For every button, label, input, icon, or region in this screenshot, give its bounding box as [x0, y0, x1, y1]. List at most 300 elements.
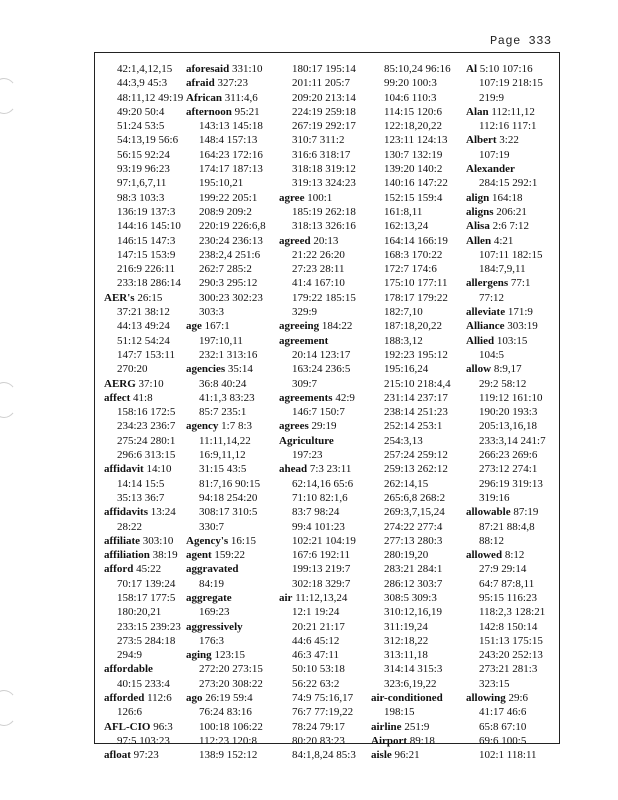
- index-references: 267:19 292:17: [292, 120, 356, 133]
- index-references: 38:19: [149, 549, 178, 562]
- index-entry: [466, 591, 546, 605]
- index-entry: [371, 520, 451, 534]
- index-term: ago: [186, 692, 203, 705]
- index-entry: [466, 148, 546, 162]
- index-references: 119:12 161:10: [479, 391, 543, 404]
- index-entry: [186, 276, 266, 290]
- index-entry: [104, 534, 183, 548]
- index-entry: [371, 562, 451, 576]
- index-references: 243:20 252:13: [479, 649, 543, 662]
- index-references: 102:21 104:19: [292, 534, 356, 547]
- index-entry: [279, 577, 356, 591]
- index-references: 262:7 285:2: [199, 263, 252, 276]
- index-entry: [466, 691, 546, 705]
- index-term: aggressively: [186, 620, 243, 633]
- index-entry: [104, 591, 183, 605]
- index-entry: [279, 734, 356, 748]
- index-entry: [186, 548, 266, 562]
- index-entry: [186, 577, 266, 591]
- index-references: 100:18 106:22: [199, 720, 263, 733]
- index-references: 84:19: [199, 577, 225, 590]
- index-references: 147:15 153:9: [117, 248, 176, 261]
- index-references: 94:18 254:20: [199, 491, 258, 504]
- index-references: 219:9: [479, 91, 505, 104]
- index-references: 280:19,20: [384, 549, 429, 562]
- index-term: allowed: [466, 549, 503, 562]
- index-entry: [279, 562, 356, 576]
- index-references: 62:14,16 65:6: [292, 477, 354, 490]
- index-entry: [466, 176, 546, 190]
- index-entry: [371, 334, 451, 348]
- index-references: 16:15: [228, 534, 256, 547]
- index-references: 35:14: [225, 363, 253, 376]
- index-entry: [466, 262, 546, 276]
- index-references: 97:23: [130, 749, 159, 762]
- index-references: 88:12: [479, 534, 505, 547]
- index-references: 13:24: [148, 506, 176, 519]
- index-references: 104:6 110:3: [384, 91, 437, 104]
- index-term: ahead: [279, 463, 308, 476]
- index-column-5: [466, 62, 546, 763]
- index-references: 11:12,13,24: [292, 591, 348, 604]
- index-references: 29:19: [308, 420, 337, 433]
- index-references: 37:21 38:12: [117, 306, 170, 319]
- index-term: air: [279, 591, 293, 604]
- index-references: 273:20 308:22: [199, 677, 263, 690]
- index-entry: [371, 720, 451, 734]
- index-entry: [371, 291, 451, 305]
- index-entry: [279, 605, 356, 619]
- index-entry: [104, 62, 183, 76]
- index-entry: [279, 591, 356, 605]
- index-references: 232:1 313:16: [199, 348, 258, 361]
- index-references: 41:17 46:6: [479, 706, 527, 719]
- index-references: 296:6 313:15: [117, 449, 176, 462]
- index-entry: [104, 91, 183, 105]
- index-references: 180:20,21: [117, 606, 162, 619]
- index-references: 8:12: [502, 549, 525, 562]
- index-term: Allen: [466, 234, 492, 247]
- index-entry: [186, 405, 266, 419]
- index-term: affidavit: [104, 463, 144, 476]
- index-references: 44:13 49:24: [117, 320, 170, 333]
- index-references: 273:12 274:1: [479, 463, 538, 476]
- index-references: 44:3,9 45:3: [117, 77, 168, 90]
- index-entry: [104, 462, 183, 476]
- index-entry: [104, 605, 183, 619]
- index-entry: [186, 734, 266, 748]
- index-references: 96:3: [150, 720, 173, 733]
- index-references: 331:10: [229, 63, 263, 75]
- index-entry: [279, 462, 356, 476]
- index-references: 164:23 172:16: [199, 148, 263, 161]
- index-entry: [279, 748, 356, 762]
- index-entry: [104, 205, 183, 219]
- index-term: agree: [279, 191, 305, 204]
- index-term: afford: [104, 563, 134, 576]
- index-references: 87:21 88:4,8: [479, 520, 535, 533]
- index-entry: [279, 219, 356, 233]
- index-references: 167:6 192:11: [292, 549, 350, 562]
- index-entry: [466, 748, 546, 762]
- index-references: 283:21 284:1: [384, 563, 443, 576]
- index-entry: [186, 148, 266, 162]
- index-references: 143:13 145:18: [199, 120, 263, 133]
- index-references: 2:6 7:12: [489, 220, 529, 233]
- index-entry: [279, 248, 356, 262]
- index-references: 4:21: [491, 234, 514, 247]
- index-references: 176:3: [199, 634, 225, 647]
- index-references: 195:16,24: [384, 363, 429, 376]
- index-references: 205:13,16,18: [479, 420, 538, 433]
- punch-hole: [0, 690, 18, 726]
- index-entry: [279, 133, 356, 147]
- index-entry: [371, 734, 451, 748]
- index-entry: [104, 562, 183, 576]
- index-entry: [466, 205, 546, 219]
- index-term: affect: [104, 391, 131, 404]
- index-entry: [371, 391, 451, 405]
- index-references: 187:18,20,22: [384, 320, 443, 333]
- index-term: allow: [466, 363, 492, 376]
- index-entry: [371, 119, 451, 133]
- index-references: 7:3 23:11: [307, 463, 352, 476]
- index-references: 329:9: [292, 306, 318, 319]
- index-entry: [466, 76, 546, 90]
- index-references: 20:21 21:17: [292, 620, 345, 633]
- index-references: 319:16: [479, 491, 510, 504]
- index-entry: [186, 620, 266, 634]
- index-entry: [104, 505, 183, 519]
- index-term: Alliance: [466, 320, 505, 333]
- index-references: 209:20 213:14: [292, 91, 356, 104]
- index-references: 220:19 226:6,8: [199, 220, 266, 233]
- index-references: 161:8,11: [384, 205, 423, 218]
- index-term: Agriculture: [279, 434, 334, 447]
- index-entry: [466, 334, 546, 348]
- index-entry: [279, 319, 356, 333]
- index-entry: [371, 405, 451, 419]
- index-term: agency: [186, 420, 219, 433]
- index-references: 138:9 152:12: [199, 749, 258, 762]
- index-entry: [279, 448, 356, 462]
- index-references: 311:4,6: [222, 91, 258, 104]
- index-entry: [466, 720, 546, 734]
- index-entry: [466, 391, 546, 405]
- index-entry: [371, 477, 451, 491]
- index-entry: [104, 334, 183, 348]
- index-entry: [104, 691, 183, 705]
- index-entry: [104, 105, 183, 119]
- index-entry: [371, 234, 451, 248]
- index-entry: [371, 262, 451, 276]
- index-references: 70:17 139:24: [117, 577, 176, 590]
- index-entry: [279, 648, 356, 662]
- index-references: 330:7: [199, 520, 225, 533]
- index-references: 296:19 319:13: [479, 477, 543, 490]
- index-entry: [186, 205, 266, 219]
- index-entry: [104, 148, 183, 162]
- index-references: 21:22 26:20: [292, 248, 345, 261]
- index-entry: [371, 91, 451, 105]
- index-references: 118:2,3 128:21: [479, 606, 546, 619]
- index-entry: [186, 305, 266, 319]
- index-entry: [186, 677, 266, 691]
- index-entry: [279, 119, 356, 133]
- index-references: 71:10 82:1,6: [292, 491, 348, 504]
- index-references: 180:17 195:14: [292, 63, 356, 75]
- index-entry: [186, 262, 266, 276]
- index-entry: [186, 434, 266, 448]
- index-references: 159:22: [211, 549, 245, 562]
- index-term: afloat: [104, 749, 131, 762]
- index-entry: [466, 348, 546, 362]
- index-entry: [466, 405, 546, 419]
- index-references: 36:8 40:24: [199, 377, 247, 390]
- index-references: 56:15 92:24: [117, 148, 170, 161]
- index-references: 85:10,24 96:16: [384, 63, 451, 75]
- index-entry: [466, 620, 546, 634]
- index-entry: [186, 705, 266, 719]
- index-term: air-conditioned: [371, 692, 443, 705]
- index-references: 309:7: [292, 377, 318, 390]
- index-references: 266:23 269:6: [479, 449, 538, 462]
- index-entry: [279, 276, 356, 290]
- index-entry: [104, 76, 183, 90]
- index-references: 182:7,10: [384, 306, 423, 319]
- index-entry: [466, 505, 546, 519]
- index-entry: [279, 534, 356, 548]
- index-entry: [371, 133, 451, 147]
- index-entry: [279, 477, 356, 491]
- index-entry: [186, 462, 266, 476]
- index-references: 12:1 19:24: [292, 606, 340, 619]
- index-references: 164:18: [489, 191, 523, 204]
- index-entry: [104, 620, 183, 634]
- index-entry: [186, 362, 266, 376]
- index-references: 139:20 140:2: [384, 163, 443, 176]
- index-entry: [104, 219, 183, 233]
- index-entry: [104, 191, 183, 205]
- index-entry: [104, 434, 183, 448]
- index-entry: [186, 62, 266, 76]
- index-references: 114:15 120:6: [384, 105, 442, 118]
- index-entry: [279, 491, 356, 505]
- index-entry: [279, 634, 356, 648]
- index-entry: [466, 562, 546, 576]
- index-references: 197:10,11: [199, 334, 243, 347]
- index-entry: [186, 491, 266, 505]
- index-term: aggregate: [186, 591, 232, 604]
- index-term: align: [466, 191, 490, 204]
- index-entry: [104, 377, 183, 391]
- index-term: Alisa: [466, 220, 490, 233]
- index-entry: [279, 291, 356, 305]
- index-references: 122:18,20,22: [384, 120, 443, 133]
- index-references: 158:17 177:5: [117, 591, 176, 604]
- index-entry: [104, 491, 183, 505]
- index-references: 152:15 159:4: [384, 191, 443, 204]
- index-references: 146:7 150:7: [292, 406, 345, 419]
- index-entry: [371, 377, 451, 391]
- index-entry: [186, 176, 266, 190]
- index-references: 198:15: [384, 706, 415, 719]
- index-references: 126:6: [117, 706, 143, 719]
- index-references: 273:21 281:3: [479, 663, 538, 676]
- index-entry: [466, 448, 546, 462]
- index-term: afternoon: [186, 105, 232, 118]
- index-references: 190:20 193:3: [479, 406, 538, 419]
- index-entry: [104, 748, 183, 762]
- index-references: 96:21: [391, 749, 420, 762]
- index-references: 303:10: [140, 534, 174, 547]
- index-term: aggravated: [186, 563, 239, 576]
- index-entry: [186, 562, 266, 576]
- index-references: 178:17 179:22: [384, 291, 448, 304]
- index-entry: [186, 720, 266, 734]
- index-term: Agency's: [186, 534, 229, 547]
- index-references: 311:19,24: [384, 620, 428, 633]
- index-references: 197:23: [292, 449, 323, 462]
- index-references: 274:22 277:4: [384, 520, 443, 533]
- index-entry: [104, 419, 183, 433]
- index-references: 112:11,12: [488, 105, 535, 118]
- index-references: 107:19 218:15: [479, 77, 543, 90]
- index-entry: [466, 520, 546, 534]
- index-entry: [279, 105, 356, 119]
- index-references: 44:6 45:12: [292, 634, 340, 647]
- index-term: agreed: [279, 234, 311, 247]
- index-references: 76:24 83:16: [199, 706, 252, 719]
- index-references: 49:20 50:4: [117, 105, 165, 118]
- index-references: 99:20 100:3: [384, 77, 437, 90]
- index-entry: [279, 434, 356, 448]
- index-references: 303:19: [504, 320, 538, 333]
- index-term: agent: [186, 549, 212, 562]
- index-references: 74:9 75:16,17: [292, 692, 354, 705]
- index-references: 216:9 226:11: [117, 263, 175, 276]
- index-references: 87:19: [510, 506, 539, 519]
- index-entry: [279, 662, 356, 676]
- index-references: 318:13 326:16: [292, 220, 356, 233]
- index-references: 314:14 315:3: [384, 663, 443, 676]
- index-entry: [371, 76, 451, 90]
- index-entry: [279, 405, 356, 419]
- index-references: 65:8 67:10: [479, 720, 527, 733]
- index-term: Airport: [371, 734, 408, 747]
- index-references: 20:14 123:17: [292, 348, 351, 361]
- index-term: agreements: [279, 391, 333, 404]
- index-references: 144:16 145:10: [117, 220, 181, 233]
- index-term: African: [186, 91, 223, 104]
- index-references: 97:1,6,7,11: [117, 177, 167, 190]
- index-references: 31:15 43:5: [199, 463, 247, 476]
- index-entry: [466, 219, 546, 233]
- index-entry: [466, 234, 546, 248]
- index-references: 313:11,18: [384, 649, 428, 662]
- index-references: 104:5: [479, 348, 505, 361]
- index-term: Alexander: [466, 163, 515, 176]
- index-entry: [104, 262, 183, 276]
- index-references: 188:3,12: [384, 334, 423, 347]
- index-entry: [466, 677, 546, 691]
- index-references: 95:21: [231, 105, 260, 118]
- index-references: 28:22: [117, 520, 143, 533]
- index-references: 238:14 251:23: [384, 406, 448, 419]
- index-references: 169:23: [199, 606, 230, 619]
- index-entry: [104, 448, 183, 462]
- index-entry: [186, 520, 266, 534]
- index-references: 167:1: [201, 320, 230, 333]
- index-entry: [371, 348, 451, 362]
- index-references: 29:6: [505, 692, 529, 705]
- index-references: 27:9 29:14: [479, 563, 527, 576]
- index-references: 1:7 8:3: [218, 420, 253, 433]
- index-entry: [466, 62, 546, 76]
- index-entry: [371, 534, 451, 548]
- index-references: 230:24 236:13: [199, 234, 263, 247]
- index-entry: [104, 548, 183, 562]
- index-entry: [279, 205, 356, 219]
- index-entry: [104, 520, 183, 534]
- index-references: 29:2 58:12: [479, 377, 527, 390]
- index-entry: [466, 276, 546, 290]
- index-references: 48:11,12 49:19: [117, 91, 184, 104]
- index-references: 302:18 329:7: [292, 577, 351, 590]
- index-entry: [371, 634, 451, 648]
- index-references: 100:1: [304, 191, 333, 204]
- index-entry: [466, 305, 546, 319]
- punch-hole: [0, 382, 18, 418]
- index-references: 26:19 59:4: [202, 692, 253, 705]
- index-entry: [279, 176, 356, 190]
- index-entry: [104, 634, 183, 648]
- index-references: 20:13: [310, 234, 339, 247]
- index-references: 238:2,4 251:6: [199, 248, 261, 261]
- index-entry: [279, 705, 356, 719]
- index-references: 308:17 310:5: [199, 506, 258, 519]
- index-entry: [104, 319, 183, 333]
- index-references: 224:19 259:18: [292, 105, 356, 118]
- index-references: 265:6,8 268:2: [384, 491, 446, 504]
- index-term: affordable: [104, 663, 153, 676]
- index-entry: [371, 548, 451, 562]
- index-entry: [104, 705, 183, 719]
- index-references: 93:19 96:23: [117, 163, 170, 176]
- index-entry: [186, 219, 266, 233]
- index-references: 284:15 292:1: [479, 177, 538, 190]
- index-references: 262:14,15: [384, 477, 429, 490]
- index-references: 294:9: [117, 649, 143, 662]
- index-entry: [186, 291, 266, 305]
- index-references: 172:7 174:6: [384, 263, 437, 276]
- index-entry: [466, 605, 546, 619]
- index-entry: [279, 520, 356, 534]
- index-references: 80:20 83:23: [292, 734, 345, 747]
- index-entry: [466, 648, 546, 662]
- index-term: affiliate: [104, 534, 141, 547]
- index-entry: [279, 234, 356, 248]
- index-references: 151:13 175:15: [479, 634, 543, 647]
- index-entry: [104, 291, 183, 305]
- index-entry: [186, 105, 266, 119]
- index-entry: [466, 534, 546, 548]
- index-references: 51:24 53:5: [117, 120, 165, 133]
- index-entry: [279, 162, 356, 176]
- index-entry: [186, 348, 266, 362]
- index-entry: [371, 677, 451, 691]
- index-entry: [104, 276, 183, 290]
